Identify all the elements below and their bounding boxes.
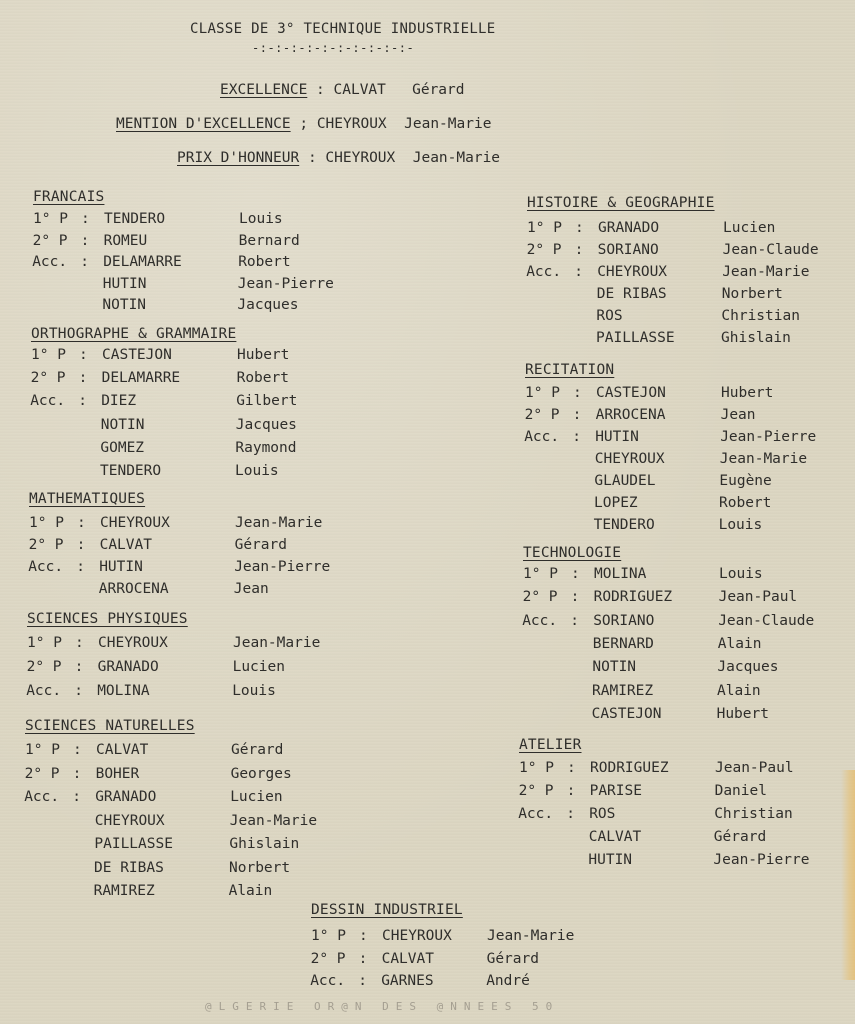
rank-label: Acc. [522, 612, 558, 629]
student-first-name: Lucien [723, 220, 776, 236]
student-last-name: DELAMARRE [103, 254, 182, 270]
student-first-name: Ghislain [229, 836, 300, 852]
student-first-name: Hubert [721, 385, 774, 401]
rank-separator: : [572, 407, 582, 423]
student-first-name: Louis [719, 566, 763, 582]
rank-label: Acc. [32, 254, 68, 270]
student-last-name: TENDERO [104, 211, 166, 227]
student-first-name: Gérard [713, 829, 767, 845]
student-first-name: Gérard [486, 950, 539, 967]
student-last-name: CALVAT [96, 742, 149, 758]
student-last-name: DIEZ [101, 393, 137, 410]
rank-label: 1° P [27, 635, 62, 651]
student-last-name: DE RIBAS [94, 859, 164, 876]
student-last-name: BERNARD [592, 635, 654, 652]
student-last-name: GRANADO [95, 789, 157, 805]
rank-separator: : [567, 760, 576, 776]
student-last-name: GRANADO [97, 659, 159, 675]
award-label: PRIX D'HONNEUR [177, 150, 300, 166]
student-last-name: SORIANO [593, 612, 655, 629]
rank-separator: : [80, 254, 89, 270]
rank-label: Acc. [524, 429, 560, 445]
award-sep: ; [299, 116, 309, 132]
student-first-name: Ghislain [721, 330, 791, 346]
student-last-name: LOPEZ [594, 495, 638, 511]
rank-label: Acc. [28, 559, 64, 575]
rank-label: Acc. [30, 393, 66, 410]
student-first-name: Jean-Paul [715, 760, 794, 776]
student-first-name: Jacques [237, 297, 299, 313]
student-last-name: SORIANO [597, 242, 659, 258]
student-last-name: NOTIN [100, 416, 145, 433]
student-last-name: CHEYROUX [597, 264, 668, 280]
section-title: ORTHOGRAPHE & GRAMMAIRE [31, 326, 237, 342]
rank-label: 2° P [524, 407, 560, 423]
student-first-name: Jean-Marie [229, 812, 318, 829]
rank-label: Acc. [310, 973, 346, 989]
student-last-name: HUTIN [588, 852, 633, 868]
rank-label: 1° P [525, 385, 560, 401]
student-first-name: Jean-Pierre [237, 275, 334, 292]
rank-label: 2° P [526, 242, 562, 258]
rank-separator: : [571, 566, 580, 582]
student-first-name: Jean-Marie [719, 451, 808, 467]
student-last-name: PARISE [589, 783, 642, 799]
award-last: CALVAT [333, 82, 386, 98]
rank-separator: : [79, 347, 88, 363]
student-first-name: Christian [714, 806, 793, 822]
student-first-name: Lucien [232, 659, 285, 675]
student-first-name: Gérard [234, 537, 287, 553]
student-last-name: NOTIN [102, 297, 147, 313]
student-first-name: Jean-Marie [722, 264, 810, 280]
rank-label: 2° P [28, 537, 64, 553]
student-last-name: CHEYROUX [594, 451, 665, 467]
award-prix-honneur [177, 150, 500, 166]
rank-separator: : [74, 659, 84, 675]
rank-label: 1° P [523, 566, 558, 582]
student-last-name: NOTIN [592, 659, 637, 676]
section-title: DESSIN INDUSTRIEL [311, 902, 463, 918]
award-last: CHEYROUX [325, 150, 396, 166]
rank-separator: : [566, 806, 575, 822]
student-last-name: GOMEZ [100, 439, 145, 456]
rank-separator: : [359, 928, 368, 944]
student-first-name: Lucien [230, 789, 283, 805]
student-last-name: RODRIGUEZ [593, 589, 673, 606]
rank-separator: : [78, 370, 88, 387]
section-title: SCIENCES PHYSIQUES [27, 611, 188, 627]
rank-label: 1° P [33, 211, 68, 227]
student-first-name: Norbert [229, 859, 291, 876]
student-last-name: RODRIGUEZ [590, 760, 669, 776]
rank-label: 2° P [518, 783, 554, 799]
student-first-name: Georges [230, 765, 292, 782]
student-last-name: CHEYROUX [100, 515, 170, 531]
student-first-name: Jean-Claude [722, 242, 819, 258]
award-excellence [220, 82, 465, 98]
student-last-name: HUTIN [99, 559, 143, 575]
student-last-name: CHEYROUX [382, 928, 452, 944]
rank-separator: : [77, 515, 86, 531]
rank-separator: : [72, 765, 82, 782]
student-last-name: DE RIBAS [596, 286, 667, 302]
student-first-name: Jean-Pierre [234, 559, 331, 575]
award-first: Jean-Marie [412, 150, 501, 166]
award-first: Gérard [412, 82, 465, 98]
student-first-name: Louis [718, 517, 763, 533]
student-first-name: Jean-Pierre [720, 429, 817, 445]
student-first-name: Louis [239, 211, 283, 227]
student-last-name: HUTIN [595, 429, 639, 445]
title-decoration: -:-:-:-:-:-:-:-:-:-:- [252, 41, 415, 55]
student-first-name: André [486, 973, 530, 989]
student-first-name: Robert [719, 495, 772, 511]
student-first-name: Jean-Claude [718, 612, 815, 629]
rank-separator: : [74, 683, 83, 699]
student-first-name: Jacques [717, 659, 779, 676]
rank-label: Acc. [518, 806, 554, 822]
student-last-name: TENDERO [100, 463, 162, 479]
student-first-name: Jean [233, 581, 269, 597]
rank-separator: : [76, 537, 86, 553]
student-last-name: GARNES [381, 973, 434, 989]
student-first-name: Louis [232, 683, 276, 699]
rank-separator: : [78, 393, 87, 410]
student-first-name: Norbert [721, 286, 783, 302]
student-first-name: Hubert [237, 347, 290, 363]
award-label: MENTION D'EXCELLENCE [116, 116, 291, 132]
award-label: EXCELLENCE [220, 82, 308, 98]
student-last-name: BOHER [95, 765, 140, 782]
rank-separator: : [573, 385, 582, 401]
student-first-name: Jean-Paul [718, 589, 798, 606]
rank-separator: : [358, 950, 368, 967]
student-last-name: GLAUDEL [594, 473, 656, 489]
rank-separator: : [570, 589, 580, 606]
photo-edge [841, 770, 855, 980]
student-last-name: RAMIREZ [93, 883, 155, 899]
rank-separator: : [566, 783, 576, 799]
student-last-name: ROS [596, 308, 623, 324]
student-last-name: CHEYROUX [94, 812, 165, 829]
student-first-name: Christian [721, 308, 800, 324]
student-first-name: Jean-Marie [233, 635, 321, 651]
student-last-name: ROS [589, 806, 616, 822]
student-last-name: ARROCENA [595, 407, 666, 423]
rank-label: 2° P [24, 765, 60, 782]
student-last-name: GRANADO [598, 220, 660, 236]
section-title: ATELIER [519, 737, 582, 753]
student-last-name: ARROCENA [98, 581, 169, 597]
rank-label: 2° P [522, 589, 558, 606]
section-title: FRANCAIS [33, 189, 105, 205]
student-last-name: MOLINA [594, 566, 647, 582]
student-first-name: Gérard [231, 742, 284, 758]
rank-separator: : [80, 232, 90, 249]
rank-label: 1° P [29, 515, 64, 531]
student-last-name: CASTEJON [596, 385, 666, 401]
rank-separator: : [358, 973, 367, 989]
rank-separator: : [572, 429, 581, 445]
rank-separator: : [574, 264, 583, 280]
student-last-name: CALVAT [99, 537, 152, 553]
rank-separator: : [72, 789, 81, 805]
rank-label: 1° P [25, 742, 60, 758]
student-first-name: Jacques [235, 416, 297, 433]
rank-label: 1° P [311, 928, 346, 944]
student-last-name: MOLINA [97, 683, 150, 699]
rank-separator: : [76, 559, 85, 575]
student-first-name: Louis [235, 463, 279, 479]
section-title: HISTOIRE & GEOGRAPHIE [527, 195, 715, 211]
rank-label: Acc. [24, 789, 60, 805]
rank-label: 2° P [26, 659, 62, 675]
student-last-name: RAMIREZ [592, 682, 654, 699]
student-first-name: Alain [717, 682, 761, 699]
student-first-name: Raymond [235, 439, 297, 456]
rank-label: 1° P [519, 760, 554, 776]
rank-label: Acc. [526, 264, 562, 280]
student-first-name: Bernard [238, 232, 300, 249]
award-last: CHEYROUX [316, 116, 387, 132]
rank-label: Acc. [26, 683, 62, 699]
student-first-name: Robert [236, 370, 289, 387]
section-title: TECHNOLOGIE [523, 545, 622, 561]
section-title: SCIENCES NATURELLES [25, 718, 195, 734]
student-first-name: Robert [238, 254, 291, 270]
section-title: MATHEMATIQUES [29, 491, 146, 507]
student-last-name: HUTIN [102, 275, 147, 292]
student-first-name: Gilbert [236, 393, 298, 410]
student-first-name: Jean [720, 407, 756, 423]
watermark-text: @LGERIE OR@N DES @NNEES 50 [205, 1000, 560, 1013]
page-title: CLASSE DE 3° TECHNIQUE INDUSTRIELLE [190, 21, 496, 37]
student-last-name: CALVAT [381, 950, 434, 967]
rank-label: 1° P [31, 347, 66, 363]
student-first-name: Jean-Pierre [713, 852, 810, 868]
award-sep: : [316, 82, 325, 98]
student-last-name: CASTEJON [102, 347, 172, 363]
rank-separator: : [570, 612, 579, 629]
student-last-name: CALVAT [588, 829, 642, 845]
student-first-name: Jean-Marie [235, 515, 323, 531]
student-first-name: Eugène [719, 473, 772, 489]
rank-separator: : [81, 211, 90, 227]
rank-separator: : [574, 242, 584, 258]
rank-separator: : [75, 635, 84, 651]
rank-separator: : [73, 742, 82, 758]
student-first-name: Alain [717, 635, 762, 652]
rank-label: 1° P [527, 220, 562, 236]
student-last-name: PAILLASSE [94, 836, 173, 852]
award-sep: : [307, 150, 317, 166]
student-last-name: TENDERO [593, 517, 655, 533]
award-mention [116, 116, 491, 132]
award-first: Jean-Marie [404, 116, 492, 132]
student-last-name: PAILLASSE [596, 330, 675, 346]
student-first-name: Daniel [714, 783, 767, 799]
student-first-name: Hubert [716, 705, 769, 722]
student-last-name: ROMEU [103, 232, 148, 249]
student-first-name: Jean-Marie [487, 928, 575, 944]
rank-label: 2° P [310, 950, 346, 967]
rank-label: 2° P [30, 370, 66, 387]
rank-label: 2° P [32, 232, 68, 249]
rank-separator: : [575, 220, 584, 236]
student-last-name: CASTEJON [591, 705, 662, 722]
section-title: RECITATION [525, 362, 615, 378]
student-first-name: Alain [228, 883, 273, 899]
student-last-name: DELAMARRE [101, 370, 181, 387]
student-last-name: CHEYROUX [98, 635, 168, 651]
